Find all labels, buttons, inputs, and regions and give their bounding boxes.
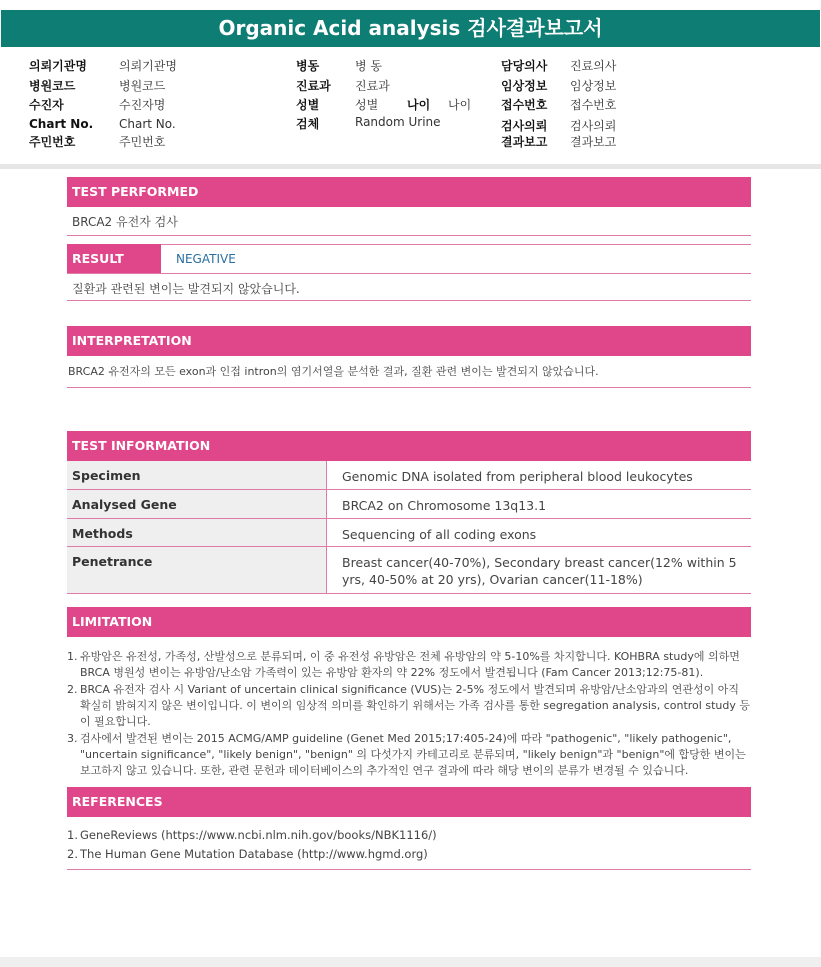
meta-value: 성별: [355, 98, 379, 112]
meta-key: 성별: [296, 98, 320, 112]
test-performed-text: BRCA2 유전자 검사: [72, 215, 178, 229]
meta-key: 병동: [296, 59, 320, 73]
list-item: [67, 845, 751, 863]
meta-value: 임상정보: [570, 79, 617, 93]
result-text: 질환과 관련된 변이는 발견되지 않았습니다.: [72, 282, 300, 296]
header-divider: [0, 164, 821, 169]
interpretation-heading: INTERPRETATION: [67, 326, 751, 356]
meta-key: 임상정보: [501, 79, 548, 93]
meta-key: 의뢰기관명: [29, 59, 87, 73]
list-item: [67, 826, 751, 844]
result-value: NEGATIVE: [176, 252, 236, 266]
meta-key: 접수번호: [501, 98, 548, 112]
meta-value: 병원코드: [119, 79, 166, 93]
meta-value: 나이: [448, 98, 472, 112]
meta-value: 병 동: [355, 59, 382, 73]
list-number: 2.: [67, 683, 78, 696]
meta-value: 의뢰기관명: [119, 59, 177, 73]
list-text: 검사에서 발견된 변이는 2015 ACMG/AMP guideline (Genet Med 2015;17:405-24)에 따라 "pathogenic", "likely pathogenic", "uncertain significance", "likely benign", "benign" 의 다섯가지 카테고리로 분류되며, "likely benign"과 "benign"에 합당한 변이는 보고하지 않고 있습니다. 또한, 관련 문헌과 데이터베이스의 추가적인 연구 결과에 따라 해당 변이의 분류가 변경될 수 있습니다.: [80, 732, 746, 777]
meta-key: 나이: [407, 98, 431, 112]
meta-value: Chart No.: [119, 117, 176, 131]
info-key: Penetrance: [67, 547, 327, 593]
info-value: BRCA2 on Chromosome 13q13.1: [342, 498, 547, 513]
divider: [67, 387, 751, 388]
interpretation-text: BRCA2 유전자의 모든 exon과 인접 intron의 염기서열을 분석한 결과, 질환 관련 변이는 발견되지 않았습니다.: [68, 365, 599, 378]
meta-value: 진료의사: [570, 59, 617, 73]
list-number: 1.: [67, 650, 78, 663]
list-number: 1.: [67, 828, 78, 842]
list-item: [67, 682, 751, 730]
test-performed-heading: TEST PERFORMED: [67, 177, 751, 207]
result-row: [67, 244, 751, 274]
meta-value: 검사의뢰: [570, 119, 617, 133]
meta-value: 접수번호: [570, 98, 617, 112]
list-number: 2.: [67, 847, 78, 861]
meta-key: 결과보고: [501, 135, 548, 149]
divider: [67, 273, 751, 274]
list-item: [67, 731, 751, 779]
meta-key: 주민번호: [29, 135, 76, 149]
meta-key: 검사의뢰: [501, 119, 548, 133]
info-key: Specimen: [67, 461, 327, 489]
list-number: 3.: [67, 732, 78, 745]
test-information-heading: TEST INFORMATION: [67, 431, 751, 461]
references-list: [67, 826, 751, 864]
info-value: Sequencing of all coding exons: [342, 527, 537, 542]
info-key: Analysed Gene: [67, 490, 327, 518]
meta-value: 결과보고: [570, 135, 617, 149]
info-row-analysed-gene: [67, 490, 751, 519]
meta-key: Chart No.: [29, 117, 94, 131]
info-row-specimen: [67, 461, 751, 490]
limitation-heading: LIMITATION: [67, 607, 751, 637]
meta-key: 병원코드: [29, 79, 76, 93]
meta-value: Random Urine: [355, 115, 441, 129]
list-text: 유방암은 유전성, 가족성, 산발성으로 분류되며, 이 중 유전성 유방암은 전체 유방암의 약 5-10%를 차지합니다. KOHBRA study에 의하면 BRCA 병원성 변이는 유방암/난소암 가족력이 있는 유방암 환자의 약 22% 정도에서 발견됩니다 (Fam Cancer 2013;12:75-81).: [80, 650, 740, 679]
list-text: The Human Gene Mutation Database (http://www.hgmd.org): [80, 847, 428, 861]
meta-value: 진료과: [355, 79, 390, 93]
info-value: Breast cancer(40-70%), Secondary breast cancer(12% within 5 yrs, 40-50% at 20 yrs), Ovarian cancer(11-18%): [342, 555, 737, 587]
meta-key: 진료과: [296, 79, 331, 93]
divider: [67, 235, 751, 236]
meta-key: 검체: [296, 117, 320, 131]
meta-value: 수진자명: [119, 98, 166, 112]
result-label: RESULT: [67, 244, 161, 274]
info-value: Genomic DNA isolated from peripheral blood leukocytes: [342, 469, 693, 484]
info-row-methods: [67, 519, 751, 547]
meta-value: 주민번호: [119, 135, 166, 149]
report-title: Organic Acid analysis 검사결과보고서: [1, 10, 820, 47]
info-row-penetrance: [67, 547, 751, 594]
list-text: BRCA 유전자 검사 시 Variant of uncertain clinical significance (VUS)는 2-5% 정도에서 발견되며 유방암/난소암과의 연관성이 아직 확실히 밝혀지지 않은 변이입니다. 이 변이의 임상적 의미를 확인하기 위해서는 가족 검사를 통한 segregation analysis, control study 등이 필요합니다.: [80, 683, 750, 728]
references-heading: REFERENCES: [67, 787, 751, 817]
info-key: Methods: [67, 519, 327, 546]
meta-key: 수진자: [29, 98, 64, 112]
list-text: GeneReviews (https://www.ncbi.nlm.nih.gov/books/NBK1116/): [80, 828, 437, 842]
limitation-list: [67, 649, 751, 780]
divider: [67, 300, 751, 301]
divider: [67, 869, 751, 870]
list-item: [67, 649, 751, 681]
meta-key: 담당의사: [501, 59, 548, 73]
